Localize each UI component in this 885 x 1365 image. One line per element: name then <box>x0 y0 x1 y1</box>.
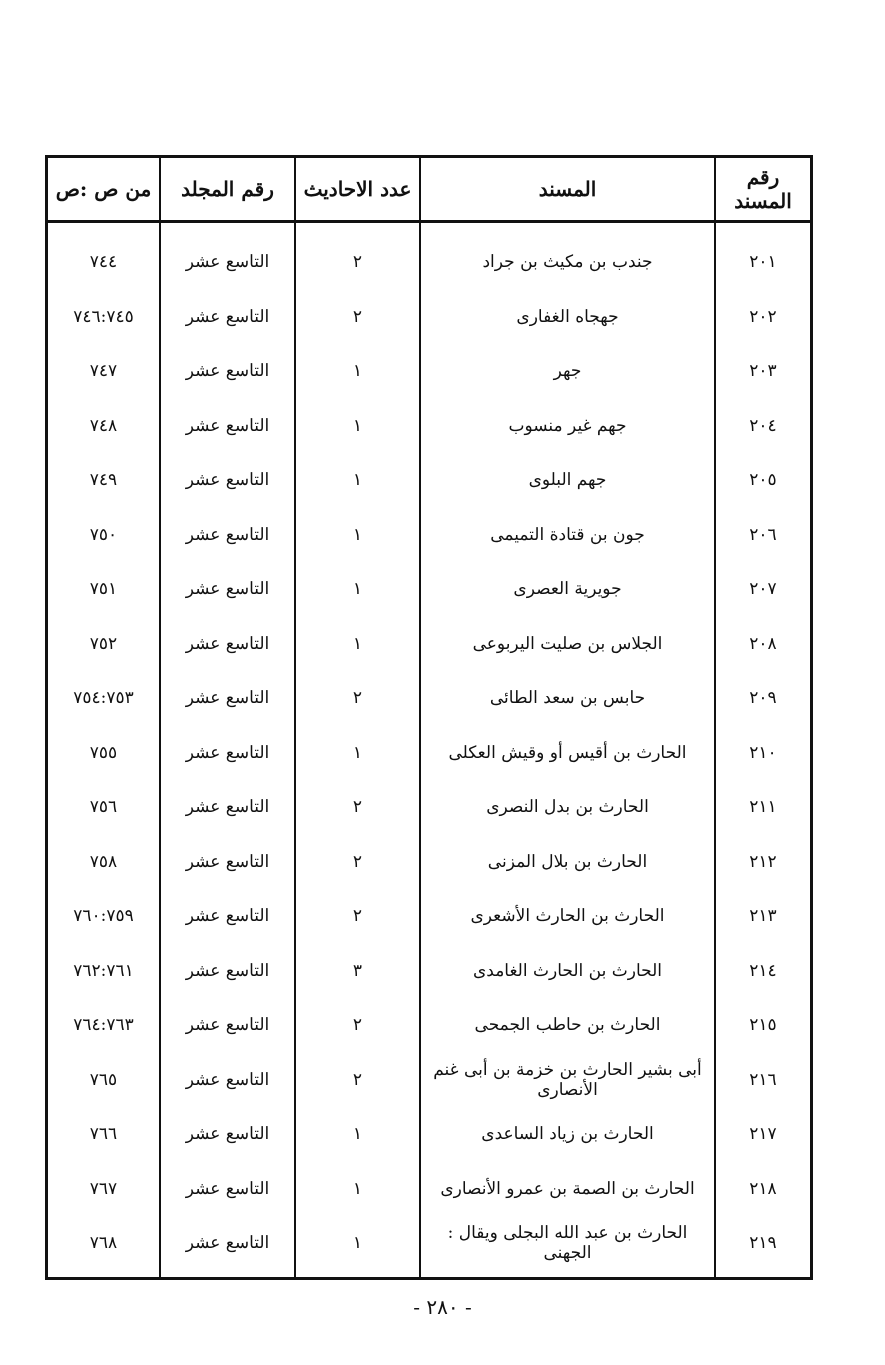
cell-pages: ٧٤٨ <box>89 415 118 436</box>
cell-musnad-number: ٢٠٦ <box>715 508 810 563</box>
cell-hadith-count: ٢ <box>295 889 420 944</box>
table-header-row <box>48 158 810 222</box>
header-volume: رقم المجلد <box>160 158 295 222</box>
cell-musnad-number: ٢٠٣ <box>715 344 810 399</box>
cell-pages: ٧٥٨ <box>89 851 118 872</box>
cell-musnad-number: ٢١٨ <box>715 1162 810 1217</box>
table-body <box>48 222 810 1278</box>
cell-musnad-number: ٢١٩ <box>715 1216 810 1271</box>
table-row <box>48 453 810 508</box>
cell-musnad-number: ٢١٣ <box>715 889 810 944</box>
cell-musnad-name: جون بن قتادة التميمى <box>420 508 715 563</box>
cell-musnad-name: جهر <box>420 344 715 399</box>
table-spacer-row <box>48 222 810 236</box>
cell-hadith-count: ١ <box>295 562 420 617</box>
header-hadith-count: عدد الاحاديث <box>295 158 420 222</box>
cell-pages: ٧٦٤:٧٦٣ <box>73 1015 134 1036</box>
cell-musnad-name: الحارث بن الصمة بن عمرو الأنصارى <box>420 1162 715 1217</box>
table-row <box>48 617 810 672</box>
musnad-index-table <box>48 158 810 1277</box>
cell-pages: ٧٦٢:٧٦١ <box>73 960 134 981</box>
cell-musnad-name: الجلاس بن صليت اليربوعى <box>420 617 715 672</box>
cell-hadith-count: ٢ <box>295 998 420 1053</box>
cell-hadith-count: ١ <box>295 344 420 399</box>
cell-musnad-name: الحارث بن بدل النصرى <box>420 780 715 835</box>
cell-volume: التاسع عشر <box>160 235 295 290</box>
table-row <box>48 780 810 835</box>
cell-musnad-number: ٢٠١ <box>715 235 810 290</box>
cell-musnad-name: جويرية العصرى <box>420 562 715 617</box>
cell-musnad-name: الحارث بن الحارث الأشعرى <box>420 889 715 944</box>
cell-musnad-name: أبى بشير الحارث بن خزمة بن أبى غنم الأنصارى <box>420 1053 715 1108</box>
cell-pages: ٧٤٦:٧٤٥ <box>73 306 134 327</box>
cell-musnad-name: الحارث بن الحارث الغامدى <box>420 944 715 999</box>
table-row <box>48 562 810 617</box>
cell-volume: التاسع عشر <box>160 998 295 1053</box>
cell-volume: التاسع عشر <box>160 944 295 999</box>
cell-musnad-number: ٢١٠ <box>715 726 810 781</box>
cell-musnad-name: الحارث بن زياد الساعدى <box>420 1107 715 1162</box>
cell-volume: التاسع عشر <box>160 1053 295 1108</box>
cell-volume: التاسع عشر <box>160 889 295 944</box>
cell-musnad-number: ٢١٦ <box>715 1053 810 1108</box>
cell-musnad-name: جهم البلوى <box>420 453 715 508</box>
table-row <box>48 344 810 399</box>
cell-volume: التاسع عشر <box>160 1107 295 1162</box>
cell-volume: التاسع عشر <box>160 617 295 672</box>
table-row <box>48 671 810 726</box>
cell-hadith-count: ٢ <box>295 235 420 290</box>
cell-volume: التاسع عشر <box>160 835 295 890</box>
cell-hadith-count: ١ <box>295 1162 420 1217</box>
header-musnad: المسند <box>420 158 715 222</box>
cell-pages: ٧٥٤:٧٥٣ <box>73 688 134 709</box>
page-number: - ٢٨٠ - <box>413 1295 472 1319</box>
table-row <box>48 726 810 781</box>
cell-musnad-number: ٢١٢ <box>715 835 810 890</box>
cell-musnad-number: ٢٠٥ <box>715 453 810 508</box>
cell-pages: ٧٦٥ <box>89 1069 118 1090</box>
cell-musnad-name: الحارث بن أقيس أو وقيش العكلى <box>420 726 715 781</box>
cell-musnad-number: ٢٠٢ <box>715 290 810 345</box>
cell-musnad-number: ٢٠٩ <box>715 671 810 726</box>
musnad-index-table-frame <box>45 155 813 1280</box>
cell-volume: التاسع عشر <box>160 290 295 345</box>
cell-hadith-count: ١ <box>295 453 420 508</box>
cell-pages: ٧٦٠:٧٥٩ <box>73 906 134 927</box>
cell-hadith-count: ٢ <box>295 780 420 835</box>
cell-musnad-number: ٢٠٨ <box>715 617 810 672</box>
cell-volume: التاسع عشر <box>160 399 295 454</box>
cell-hadith-count: ١ <box>295 1216 420 1271</box>
table-row <box>48 889 810 944</box>
cell-pages: ٧٥٦ <box>89 797 118 818</box>
cell-volume: التاسع عشر <box>160 726 295 781</box>
cell-musnad-name: الحارث بن بلال المزنى <box>420 835 715 890</box>
table-row <box>48 235 810 290</box>
cell-pages: ٧٥٥ <box>89 742 118 763</box>
cell-pages: ٧٤٧ <box>89 361 118 382</box>
cell-musnad-number: ٢٠٤ <box>715 399 810 454</box>
cell-hadith-count: ٢ <box>295 835 420 890</box>
cell-musnad-name: جهم غير منسوب <box>420 399 715 454</box>
cell-volume: التاسع عشر <box>160 780 295 835</box>
table-row <box>48 944 810 999</box>
table-row <box>48 508 810 563</box>
cell-musnad-number: ٢٠٧ <box>715 562 810 617</box>
cell-hadith-count: ٣ <box>295 944 420 999</box>
table-row <box>48 1216 810 1271</box>
cell-volume: التاسع عشر <box>160 671 295 726</box>
cell-hadith-count: ١ <box>295 508 420 563</box>
cell-musnad-name: جندب بن مكيث بن جراد <box>420 235 715 290</box>
cell-musnad-number: ٢١٥ <box>715 998 810 1053</box>
cell-musnad-number: ٢١٧ <box>715 1107 810 1162</box>
cell-pages: ٧٥٠ <box>89 524 118 545</box>
cell-pages: ٧٦٧ <box>89 1178 118 1199</box>
cell-musnad-number: ٢١٤ <box>715 944 810 999</box>
cell-musnad-name: الحارث بن حاطب الجمحى <box>420 998 715 1053</box>
cell-pages: ٧٤٤ <box>89 252 118 273</box>
cell-volume: التاسع عشر <box>160 508 295 563</box>
header-musnad-number: رقم المسند <box>715 158 810 222</box>
table-row <box>48 399 810 454</box>
cell-volume: التاسع عشر <box>160 562 295 617</box>
cell-volume: التاسع عشر <box>160 344 295 399</box>
cell-pages: ٧٦٨ <box>89 1233 118 1254</box>
cell-pages: ٧٦٦ <box>89 1124 118 1145</box>
table-row <box>48 835 810 890</box>
cell-hadith-count: ١ <box>295 726 420 781</box>
cell-musnad-name: جهجاه الغفارى <box>420 290 715 345</box>
cell-pages: ٧٤٩ <box>89 470 118 491</box>
cell-pages: ٧٥٢ <box>89 633 118 654</box>
header-pages: من ص :ص <box>48 158 160 222</box>
table-row <box>48 1162 810 1217</box>
cell-hadith-count: ١ <box>295 399 420 454</box>
cell-volume: التاسع عشر <box>160 1162 295 1217</box>
table-row <box>48 998 810 1053</box>
table-row <box>48 1107 810 1162</box>
table-row <box>48 290 810 345</box>
cell-volume: التاسع عشر <box>160 453 295 508</box>
table-row <box>48 1053 810 1108</box>
cell-pages: ٧٥١ <box>89 579 118 600</box>
cell-volume: التاسع عشر <box>160 1216 295 1271</box>
cell-hadith-count: ١ <box>295 1107 420 1162</box>
cell-hadith-count: ٢ <box>295 1053 420 1108</box>
table-filler-row <box>48 1271 810 1278</box>
cell-musnad-number: ٢١١ <box>715 780 810 835</box>
cell-musnad-name: حابس بن سعد الطائى <box>420 671 715 726</box>
cell-hadith-count: ٢ <box>295 290 420 345</box>
cell-hadith-count: ٢ <box>295 671 420 726</box>
cell-musnad-name: الحارث بن عبد الله البجلى ويقال : الجهنى <box>420 1216 715 1271</box>
cell-hadith-count: ١ <box>295 617 420 672</box>
